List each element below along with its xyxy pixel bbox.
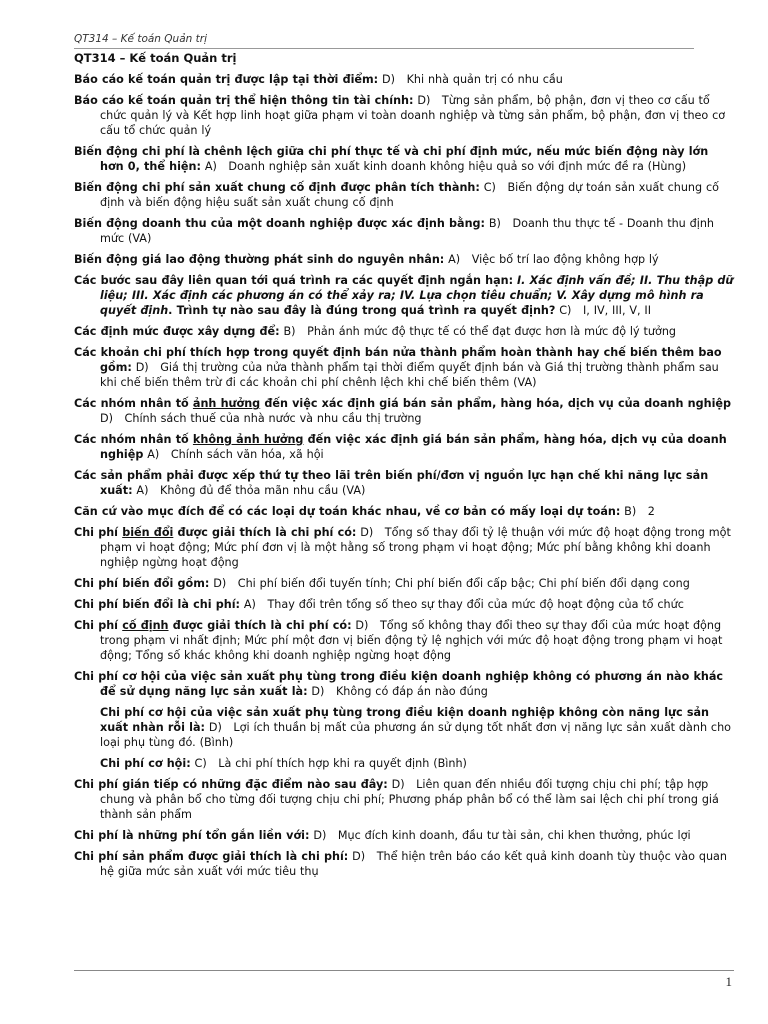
answer: D) Giá thị trường của nửa thành phẩm tại thời điểm quyết định bán và Giá thị trường thành phẩm sau khi chế biến thêm trừ đi các khoản chi phí chênh lệch khi chế biến thêm (VA) bbox=[100, 361, 719, 389]
question: Các định mức được xây dựng để: bbox=[74, 325, 280, 338]
answer: D) Khi nhà quản trị có nhu cầu bbox=[382, 73, 563, 86]
qa-entry bbox=[74, 576, 734, 591]
qa-entry bbox=[74, 324, 734, 339]
question: Các bước sau đây liên quan tới quá trình ra các quyết định ngắn hạn: bbox=[74, 274, 514, 287]
answer: D) Chi phí biến đổi tuyến tính; Chi phí biến đổi cấp bậc; Chi phí biến đổi dạng cong bbox=[213, 577, 690, 590]
qa-entry bbox=[74, 93, 734, 138]
question-part: Các nhóm nhân tố bbox=[74, 433, 193, 446]
footer-divider bbox=[74, 970, 734, 971]
answer: C) Là chi phí thích hợp khi ra quyết định (Bình) bbox=[194, 757, 467, 770]
question: Báo cáo kế toán quản trị được lập tại thời điểm: bbox=[74, 73, 379, 86]
question-part: Chi phí bbox=[74, 619, 123, 632]
document-title: QT314 – Kế toán Quản trị bbox=[74, 51, 237, 65]
qa-entry bbox=[74, 216, 734, 246]
question: Các khoản chi phí thích hợp trong quyết định bán nửa thành phẩm hoàn thành hay chế biến thêm bao gồm: bbox=[74, 346, 722, 374]
question: Biến động chi phí là chênh lệch giữa chi phí thực tế và chi phí định mức, nếu mức biến động này lớn hơn 0, thể hiện: bbox=[74, 145, 709, 173]
answer: A) Không đủ để thỏa mãn nhu cầu (VA) bbox=[136, 484, 366, 497]
qa-entry-indented bbox=[74, 705, 734, 750]
answer: D) Không có đáp án nào đúng bbox=[311, 685, 488, 698]
answer: D) Tổng số thay đổi tỷ lệ thuận với mức độ hoạt động trong một phạm vi hoạt động; Mức phí đơn vị là một hằng số trong phạm vi hoạt động; Mức phí bằng không khi doanh nghiệp ngừng hoạt động bbox=[100, 526, 731, 569]
page-number: 1 bbox=[725, 974, 732, 989]
qa-entry bbox=[74, 777, 734, 822]
qa-entry bbox=[74, 144, 734, 174]
question-underlined: ảnh hưởng bbox=[192, 397, 261, 410]
answer: A) Chính sách văn hóa, xã hội bbox=[147, 448, 324, 461]
question-continued: . Trình tự nào sau đây là đúng trong quá trình ra quyết định? bbox=[168, 304, 556, 317]
question: Biến động giá lao động thường phát sinh do nguyên nhân: bbox=[74, 253, 445, 266]
question-steps: I. Xác định vấn đề; II. Thu thập dữ liệu; III. Xác định các phương án có thể xảy ra; IV. Lựa chọn tiêu chuẩn; V. Xây dựng mô hình ra quyết định bbox=[100, 274, 734, 317]
qa-entry bbox=[74, 396, 734, 426]
question: Chi phí cơ hội: bbox=[100, 757, 191, 770]
question-part: đến việc xác định giá bán sản phẩm, hàng hóa, dịch vụ của doanh nghiệp bbox=[260, 397, 732, 410]
answer: D) Liên quan đến nhiều đối tượng chịu chi phí; tập hợp chung và phân bổ cho từng đối tượng chịu chi phí; Phương pháp phân bổ có thể làm sai lệch chi phí trong giá thành sản phẩm bbox=[100, 778, 719, 821]
qa-entry bbox=[74, 468, 734, 498]
question-part: được giải thích là chi phí có: bbox=[168, 619, 352, 632]
answer: D) Lợi ích thuần bị mất của phương án sử dụng tốt nhất đơn vị năng lực sản xuất dành cho loại phụ tùng đó. (Bình) bbox=[100, 721, 732, 749]
qa-entry bbox=[74, 597, 734, 612]
question: Chi phí biến đổi là chi phí: bbox=[74, 598, 241, 611]
question-underlined: không ảnh hưởng bbox=[192, 433, 304, 446]
answer: A) Thay đổi trên tổng số theo sự thay đổi của mức độ hoạt động của tổ chức bbox=[243, 598, 684, 611]
question-part: Chi phí bbox=[74, 526, 123, 539]
question: Chi phí biến đổi gồm: bbox=[74, 577, 210, 590]
question: Chi phí cơ hội của việc sản xuất phụ tùng trong điều kiện doanh nghiệp không có phương án nào khác để sử dụng năng lực sản xuất là: bbox=[74, 670, 724, 698]
qa-entry bbox=[74, 252, 734, 267]
qa-entry bbox=[74, 273, 734, 318]
question-part: Các nhóm nhân tố bbox=[74, 397, 193, 410]
question: Biến động doanh thu của một doanh nghiệp được xác định bằng: bbox=[74, 217, 486, 230]
qa-entry bbox=[74, 72, 734, 87]
question-underlined: cố định bbox=[122, 619, 169, 632]
answer: B) Phản ánh mức độ thực tế có thể đạt được hơn là mức độ lý tưởng bbox=[283, 325, 677, 338]
answer: B) 2 bbox=[624, 505, 655, 518]
question: Căn cứ vào mục đích để có các loại dự toán khác nhau, về cơ bản có mấy loại dự toán: bbox=[74, 505, 621, 518]
answer: A) Doanh nghiệp sản xuất kinh doanh không hiệu quả so với định mức đề ra (Hùng) bbox=[204, 160, 687, 173]
document-body bbox=[74, 51, 734, 885]
question-underlined: biến đổi bbox=[122, 526, 174, 539]
header-divider bbox=[74, 48, 694, 49]
answer: D) Chính sách thuế của nhà nước và nhu cầu thị trường bbox=[100, 412, 422, 425]
question bbox=[74, 526, 356, 539]
qa-entry-indented bbox=[74, 756, 734, 771]
answer: D) Mục đích kinh doanh, đầu tư tài sản, chi khen thưởng, phúc lợi bbox=[313, 829, 691, 842]
question bbox=[74, 397, 731, 410]
qa-entry bbox=[74, 345, 734, 390]
running-header: QT314 – Kế toán Quản trị bbox=[74, 33, 207, 45]
answer: C) Biến động dự toán sản xuất chung cố định và biến động hiệu suất sản xuất chung cố định bbox=[100, 181, 719, 209]
qa-entry bbox=[74, 849, 734, 879]
qa-entry bbox=[74, 432, 734, 462]
question: Chi phí cơ hội của việc sản xuất phụ tùng trong điều kiện doanh nghiệp không còn năng lực sản xuất nhàn rỗi là: bbox=[100, 706, 710, 734]
answer: B) Doanh thu thực tế - Doanh thu định mức (VA) bbox=[100, 217, 715, 245]
question: Các sản phẩm phải được xếp thứ tự theo lãi trên biến phí/đơn vị nguồn lực hạn chế khi năng lực sản xuất: bbox=[74, 469, 709, 497]
question: Chi phí là những phí tổn gắn liền với: bbox=[74, 829, 310, 842]
question: Báo cáo kế toán quản trị thể hiện thông tin tài chính: bbox=[74, 94, 414, 107]
qa-entry bbox=[74, 828, 734, 843]
qa-entry bbox=[74, 525, 734, 570]
question-part: đến việc xác định giá bán sản phẩm, hàng hóa, dịch vụ của doanh nghiệp bbox=[100, 433, 727, 461]
question bbox=[74, 619, 352, 632]
answer: C) I, IV, III, V, II bbox=[559, 304, 652, 317]
answer: D) Từng sản phẩm, bộ phận, đơn vị theo cơ cấu tổ chức quản lý và Kết hợp linh hoạt giữa phạm vi toàn doanh nghiệp và từng sản phẩm, bộ phận, đơn vị theo cơ cấu tổ chức quản lý bbox=[100, 94, 726, 137]
question: Chi phí gián tiếp có những đặc điểm nào sau đây: bbox=[74, 778, 388, 791]
qa-entry bbox=[74, 669, 734, 699]
answer: D) Tổng số không thay đổi theo sự thay đổi của mức hoạt động trong phạm vi nhất định; Mức phí một đơn vị biến động tỷ lệ nghịch với mức độ hoạt động trong phạm vi hoạt động; Tổng số khác không khi doanh nghiệp ngừng hoạt động bbox=[100, 619, 723, 662]
qa-entry bbox=[74, 618, 734, 663]
qa-entry bbox=[74, 504, 734, 519]
question: Biến động chi phí sản xuất chung cố định được phân tích thành: bbox=[74, 181, 480, 194]
answer: D) Thể hiện trên báo cáo kết quả kinh doanh tùy thuộc vào quan hệ giữa mức sản xuất với mức tiêu thụ bbox=[100, 850, 727, 878]
answer: A) Việc bố trí lao động không hợp lý bbox=[448, 253, 659, 266]
question: Chi phí sản phẩm được giải thích là chi phí: bbox=[74, 850, 349, 863]
qa-entry bbox=[74, 180, 734, 210]
question-part: được giải thích là chi phí có: bbox=[173, 526, 357, 539]
